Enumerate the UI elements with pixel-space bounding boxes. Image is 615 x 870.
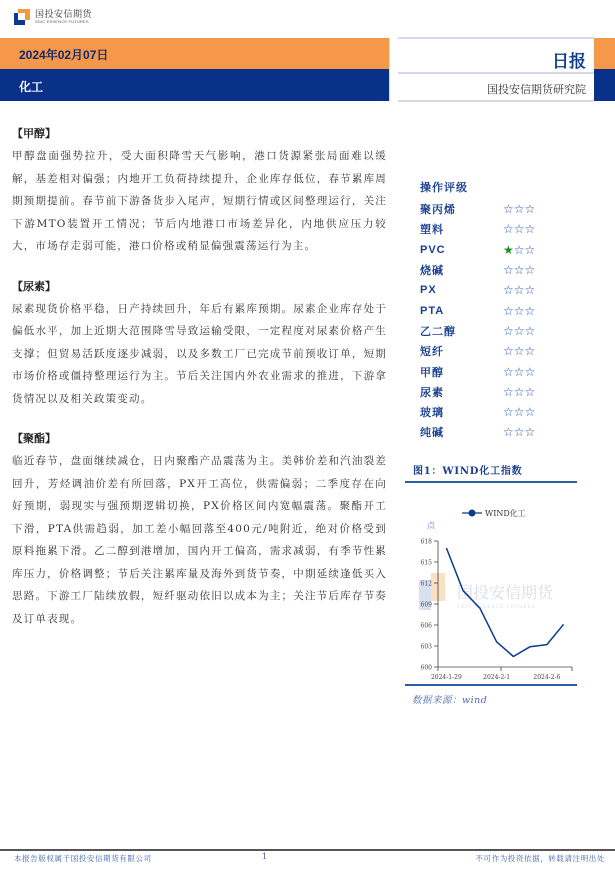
section-title: 【甲醇】 xyxy=(12,127,56,140)
watermark-text-en: SDIC ESSENCE FUTURES xyxy=(457,604,537,609)
y-tick-label: 615 xyxy=(420,559,432,567)
star-outline-icon: ☆ xyxy=(503,222,514,237)
star-outline-icon: ☆ xyxy=(524,222,536,237)
star-outline-icon: ☆ xyxy=(503,384,514,399)
star-outline-icon: ☆ xyxy=(524,384,536,399)
rating-product-name: 尿素 xyxy=(420,385,444,399)
rating-row xyxy=(420,341,535,361)
star-rating xyxy=(503,405,535,419)
star-outline-icon: ☆ xyxy=(524,202,536,217)
star-outline-icon: ☆ xyxy=(513,384,525,399)
commentary-column xyxy=(12,125,387,650)
star-outline-icon: ☆ xyxy=(524,364,536,379)
logo-name-en: SDIC ESSENCE FUTURES xyxy=(35,19,89,24)
star-outline-icon: ☆ xyxy=(513,344,525,359)
rating-row xyxy=(420,402,535,422)
star-rating xyxy=(503,385,535,399)
legend-marker-icon xyxy=(469,510,476,517)
x-tick-label: 2024-1-29 xyxy=(430,674,462,681)
star-outline-icon: ☆ xyxy=(503,323,514,338)
institute-name: 国投安信期货研究院 xyxy=(487,84,586,96)
star-rating xyxy=(503,222,535,236)
figure-title: 图1：WIND化工指数 xyxy=(413,466,523,477)
page-number: 1 xyxy=(262,852,268,861)
figure-divider xyxy=(405,684,577,686)
rating-row xyxy=(420,361,535,381)
rating-product-name: 甲醇 xyxy=(420,365,444,379)
y-tick-label: 603 xyxy=(420,643,432,651)
star-outline-icon: ☆ xyxy=(524,323,536,338)
y-tick-label: 606 xyxy=(420,622,432,630)
logo-name-cn: 国投安信期货 xyxy=(35,9,93,19)
report-sector: 化工 xyxy=(19,80,44,94)
star-outline-icon: ☆ xyxy=(524,283,536,298)
star-outline-icon: ☆ xyxy=(513,283,525,298)
rating-product-name: PVC xyxy=(420,243,446,256)
rating-row xyxy=(420,422,535,442)
rating-row xyxy=(420,280,535,300)
section-body: 尿素现货价格平稳，日产持续回升，年后有累库预期。尿素企业库存处于偏低水平，加上近期大范围降雪导致运输受限，一定程度对尿素价格产生支撑；但贸易活跃度逐步减弱，以及多数工厂已完成节前预收订单，短期市场价格或僵持整理运行为主。节后关注国内外农业需求的推进，下游拿货情况以及相关政策变动。 xyxy=(12,302,387,405)
rating-row xyxy=(420,199,535,219)
star-outline-icon: ☆ xyxy=(513,263,525,278)
section-body: 临近春节，盘面继续减仓，日内聚酯产品震荡为主。美韩价差和汽油裂差回升，芳烃调油价差有所回落，PX开工高位，供需偏弱；二季度存在向好预期，弱现实与强预期逻辑切换，PX价格区间内宽幅震荡。聚酯开工下滑，PTA供需趋弱，加工差小幅回落至400元/吨附近，绝对价格受到原料拖累下滑。乙二醇到港增加，国内开工偏高，需求减弱，有季节性累库压力，价格调整；节后关注累库量及海外到货节奏，中期延续逢低买入思路。下游工厂陆续放假，短纤驱动依旧以成本为主；关注节后库存节奏及订单表现。 xyxy=(12,455,387,625)
footer-copyright: 本报告版权属于国投安信期货有限公司 xyxy=(14,854,152,863)
section-title: 【尿素】 xyxy=(12,279,56,293)
star-rating xyxy=(503,202,535,216)
series-line xyxy=(446,548,563,657)
star-outline-icon: ☆ xyxy=(513,202,525,217)
star-outline-icon: ☆ xyxy=(503,364,514,379)
star-outline-icon: ☆ xyxy=(513,242,525,257)
star-outline-icon: ☆ xyxy=(503,263,514,278)
star-outline-icon: ☆ xyxy=(503,283,514,298)
company-logo xyxy=(14,9,92,25)
data-source: 数据来源：wind xyxy=(412,695,488,706)
report-type-title: 日报 xyxy=(552,52,586,71)
star-outline-icon: ☆ xyxy=(513,303,525,318)
section-polyester xyxy=(12,430,387,630)
rating-row xyxy=(420,219,535,239)
x-tick-label: 2024-2-6 xyxy=(533,674,561,681)
section-title: 【聚酯】 xyxy=(12,432,56,445)
rating-product-name: 乙二醇 xyxy=(420,324,456,338)
star-outline-icon: ☆ xyxy=(524,425,536,440)
star-rating xyxy=(503,425,535,439)
star-rating xyxy=(503,365,535,379)
footer-disclaimer: 不可作为投资依据，转载请注明出处 xyxy=(475,854,605,863)
rating-row xyxy=(420,321,535,341)
star-outline-icon: ☆ xyxy=(524,242,536,257)
star-outline-icon: ☆ xyxy=(524,263,536,278)
star-rating xyxy=(503,344,535,358)
star-outline-icon: ☆ xyxy=(503,202,514,217)
star-outline-icon: ☆ xyxy=(524,405,536,420)
rating-product-name: 纯碱 xyxy=(420,426,444,440)
x-tick-label: 2024-2-1 xyxy=(483,674,511,681)
rating-row xyxy=(420,260,535,280)
report-date: 2024年02月07日 xyxy=(19,48,109,62)
star-outline-icon: ☆ xyxy=(513,323,525,338)
rating-product-name: PX xyxy=(420,284,437,297)
star-rating xyxy=(503,304,535,318)
legend-label: WIND化工 xyxy=(485,509,526,518)
section-urea xyxy=(12,278,387,411)
star-outline-icon: ☆ xyxy=(503,344,514,359)
rating-product-name: 短纤 xyxy=(420,345,444,359)
star-outline-icon: ☆ xyxy=(513,364,525,379)
star-rating xyxy=(503,243,535,257)
star-rating xyxy=(503,263,535,277)
rating-product-name: 聚丙烯 xyxy=(420,203,456,217)
star-outline-icon: ☆ xyxy=(513,222,525,237)
rating-row xyxy=(420,382,535,402)
watermark-text: 国投安信期货 xyxy=(457,583,554,602)
rating-product-name: 玻璃 xyxy=(420,406,444,420)
rating-title: 操作评级 xyxy=(420,181,468,194)
y-tick-label: 612 xyxy=(420,580,432,588)
star-rating xyxy=(503,283,535,297)
star-outline-icon: ☆ xyxy=(503,405,514,420)
rating-row xyxy=(420,300,535,320)
rating-product-name: 烧碱 xyxy=(420,264,444,278)
line-chart xyxy=(405,485,577,683)
rating-product-name: PTA xyxy=(420,304,445,317)
star-outline-icon: ☆ xyxy=(524,303,536,318)
star-outline-icon: ☆ xyxy=(503,303,514,318)
rating-panel xyxy=(420,179,535,443)
section-methanol xyxy=(12,125,387,258)
y-tick-label: 600 xyxy=(420,664,432,672)
section-body: 甲醇盘面强势拉升，受大面积降雪天气影响，港口货源紧张局面难以缓解，基差相对偏强；内地开工负荷持续提升，企业库存低位，春节累库周期预期提前。春节前下游备货步入尾声，短期行情或区间整理运行，关注下游MTO装置开工情况；节后内地港口市场差异化，内地供应压力较大，市场存走弱可能，港口价格或稍显偏强震荡运行为主。 xyxy=(12,150,387,252)
rating-product-name: 塑料 xyxy=(420,223,444,237)
star-outline-icon: ☆ xyxy=(513,425,525,440)
footer-divider xyxy=(0,849,615,851)
logo-mark-icon xyxy=(14,9,30,25)
rating-row xyxy=(420,240,535,260)
report-type-box xyxy=(389,37,594,102)
star-outline-icon: ☆ xyxy=(503,425,514,440)
y-tick-label: 609 xyxy=(420,601,432,609)
y-axis-label: 点 xyxy=(427,521,435,530)
star-rating xyxy=(503,324,535,338)
y-tick-label: 618 xyxy=(420,538,432,546)
star-filled-icon: ★ xyxy=(503,242,514,257)
star-outline-icon: ☆ xyxy=(513,405,525,420)
figure-divider xyxy=(405,481,577,483)
star-outline-icon: ☆ xyxy=(524,344,536,359)
